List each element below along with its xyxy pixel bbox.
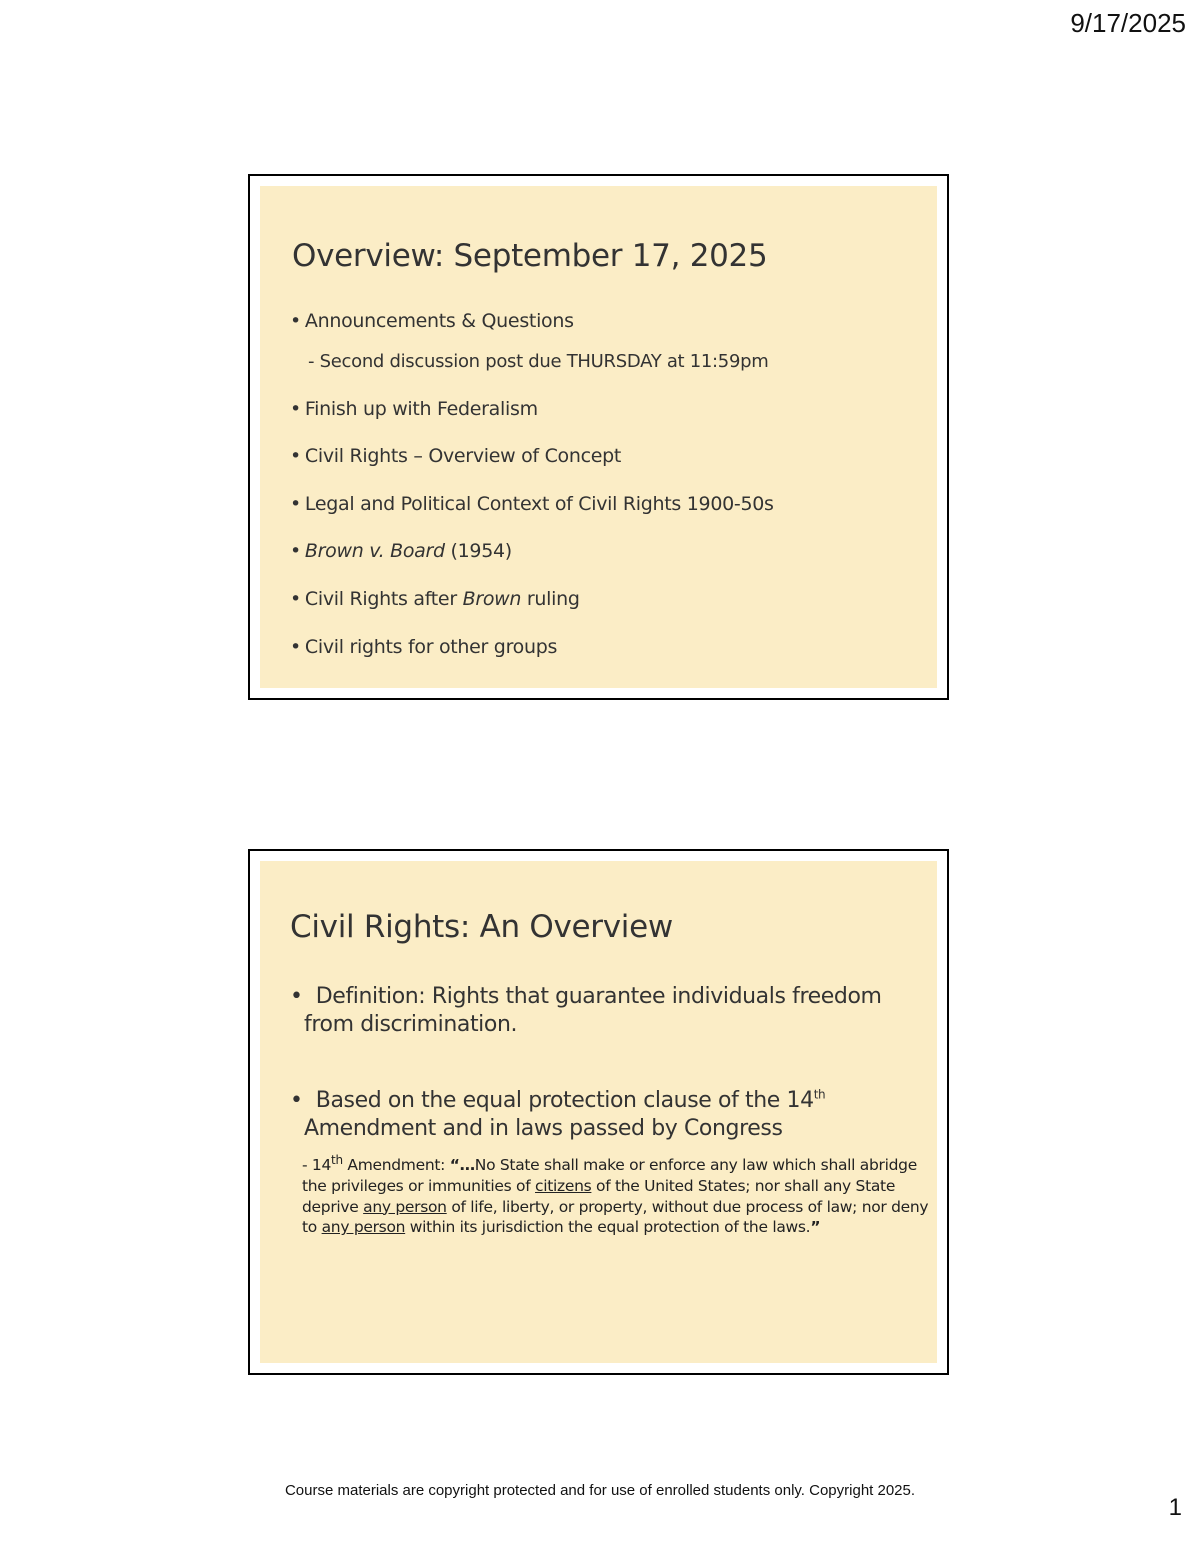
slide-title: Civil Rights: An Overview bbox=[290, 909, 673, 945]
list-item: • Civil rights for other groups bbox=[290, 635, 558, 658]
slide-background bbox=[260, 186, 937, 688]
underlined-any-person: any person bbox=[363, 1197, 447, 1216]
underlined-citizens: citizens bbox=[535, 1176, 592, 1195]
list-item: • Announcements & Questions bbox=[290, 310, 574, 332]
slide-overview bbox=[248, 174, 949, 700]
based-on-item: • Based on the equal protection clause of the 14th Amendment and in laws passed by Congress bbox=[290, 1087, 826, 1141]
slide-civil-rights bbox=[248, 849, 949, 1375]
slide-title: Overview: September 17, 2025 bbox=[292, 238, 768, 274]
list-item: • Civil Rights after Brown ruling bbox=[290, 587, 580, 610]
underlined-any-person: any person bbox=[321, 1218, 406, 1237]
amendment-quote: - 14th Amendment: “…No State shall make or enforce any law which shall abridge the privileges or immunities of citizens of the United States; nor shall any State deprive any person of life, liberty, or property, without due process of law; nor deny to any person within its jurisdiction the equal protection of the laws.” bbox=[302, 1152, 929, 1237]
bullet-list bbox=[290, 983, 930, 1238]
list-item: • Legal and Political Context of Civil Rights 1900-50s bbox=[290, 492, 774, 515]
page-number: 1 bbox=[1168, 1494, 1182, 1521]
list-item: • Finish up with Federalism bbox=[290, 397, 538, 420]
list-sub-item: - Second discussion post due THURSDAY at 11:59pm bbox=[308, 350, 769, 372]
page-date: 9/17/2025 bbox=[1070, 8, 1186, 38]
list-item: • Brown v. Board (1954) bbox=[290, 540, 512, 563]
copyright-footer: Course materials are copyright protected and for use of enrolled students only. Copyright 2025. bbox=[284, 1482, 916, 1499]
bullet-list bbox=[290, 310, 774, 683]
definition-item: • Definition: Rights that guarantee individuals freedom from discrimination. bbox=[290, 984, 882, 1037]
list-item: • Civil Rights – Overview of Concept bbox=[290, 445, 622, 468]
slide-background bbox=[260, 861, 937, 1363]
